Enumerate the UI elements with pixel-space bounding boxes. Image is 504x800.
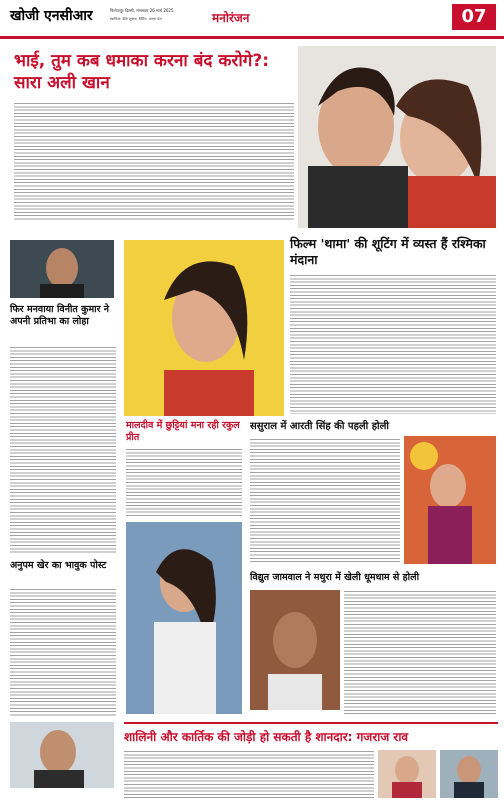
shalini-photo bbox=[378, 750, 436, 798]
story-body bbox=[290, 274, 496, 414]
kartik-photo bbox=[440, 750, 498, 798]
story-headline bbox=[250, 420, 494, 433]
sara-ibrahim-photo bbox=[298, 46, 496, 228]
vidyut-photo bbox=[250, 590, 340, 710]
masthead-dateline: फिरोजपुर दिल्ली, मंगलवार 26 मार्च 2025 bbox=[110, 8, 174, 13]
story-rashmika bbox=[124, 232, 498, 418]
story-vineet bbox=[8, 236, 118, 558]
story-malti bbox=[124, 418, 244, 718]
story-headline: फिल्म 'थामा' की शूटिंग में व्यस्त हैं रश्मिका मंदाना bbox=[290, 236, 486, 267]
story-headline: फिर मनवाया विनीत कुमार ने अपनी प्रतिभा का लोहा bbox=[10, 304, 110, 327]
story-body bbox=[126, 448, 242, 518]
story-body bbox=[14, 102, 294, 222]
story-sara bbox=[8, 44, 498, 232]
story-headline: अनुपम खेर का भावुक पोस्ट bbox=[10, 560, 107, 571]
rakul-photo bbox=[126, 522, 242, 714]
story-headline: विद्युत जामवाल ने मथुरा में खेली धूमधाम से होली bbox=[250, 572, 420, 583]
story-headline: मालदीव में छुट्टियां मना रही रकुल प्रीत bbox=[126, 420, 240, 443]
story-aarti bbox=[248, 418, 498, 568]
story-body bbox=[124, 750, 374, 798]
aarti-photo bbox=[404, 436, 496, 564]
story-anupam bbox=[8, 560, 118, 792]
story-bottom bbox=[124, 722, 498, 800]
masthead-subline: स्वामित्व: डीके शुक्ला, प्रिंटिंग: अक्षरा प्रेस bbox=[110, 17, 162, 21]
masthead-logo: खोजी एनसीआर bbox=[10, 8, 93, 24]
story-headline: भाई, तुम कब धमाका करना बंद करोगे?: सारा अली खान bbox=[14, 51, 269, 93]
rashmika-photo bbox=[124, 240, 284, 416]
story-headline: शालिनी और कार्तिक की जोड़ी हो सकती है शानदार: गजराज राव bbox=[124, 730, 409, 744]
story-body bbox=[250, 438, 400, 564]
masthead bbox=[0, 0, 504, 39]
page-number: 07 bbox=[452, 4, 496, 30]
story-body bbox=[10, 346, 116, 554]
story-body bbox=[344, 590, 496, 714]
section-label: मनोरंजन bbox=[212, 11, 250, 25]
story-body bbox=[10, 588, 116, 716]
story-headline-text: ससुराल में आरती सिंह की पहली होली bbox=[250, 421, 390, 432]
story-vidyut bbox=[248, 570, 498, 718]
vineet-photo bbox=[10, 240, 114, 298]
anupam-photo bbox=[10, 722, 114, 788]
